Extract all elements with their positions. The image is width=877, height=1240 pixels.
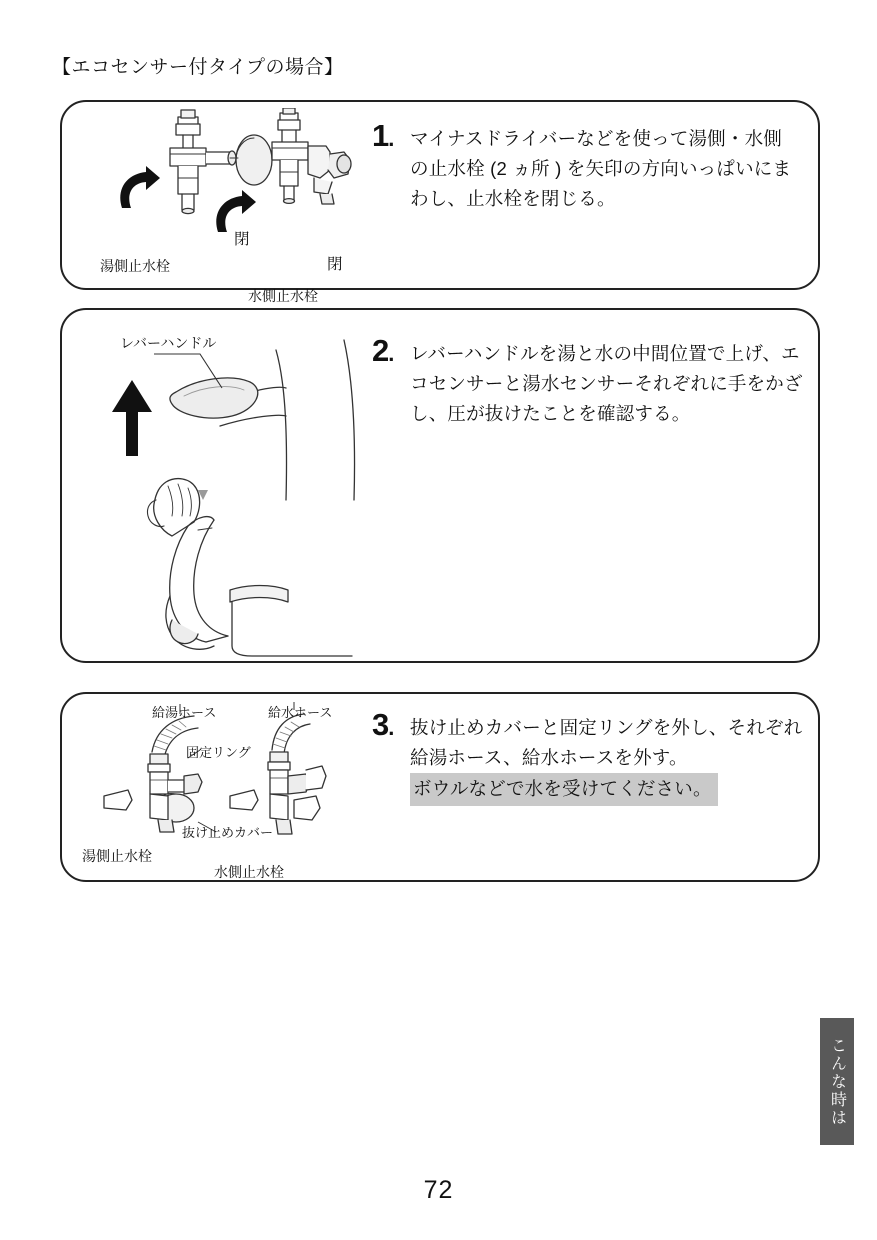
close-label-hot: 閉 — [234, 231, 250, 248]
step-2-text: レバーハンドルを湯と水の中間位置で上げ、エコセンサーと湯水センサーそれぞれに手をかざし、圧が抜けたことを確認する。 — [410, 343, 803, 424]
step-3-box — [60, 692, 820, 882]
hot-side-stopcock-label: 湯側止水栓 — [100, 258, 170, 274]
step-1-box — [60, 100, 820, 304]
step-3-number: 3. — [372, 707, 394, 742]
step-1-text: マイナスドライバーなどを使って湯側・水側の止水栓 (2 ヵ所 ) を矢印の方向いっぱいにまわし、止水栓を閉じる。 — [410, 128, 792, 209]
side-tab-konna-toki-wa: こんな時は — [820, 1018, 854, 1145]
cold-side-stopcock-label-3: 水側止水栓 — [214, 864, 284, 880]
step-2-box — [60, 308, 820, 663]
fixing-ring-label: 固定リング — [186, 745, 251, 760]
lift-arrow — [112, 380, 152, 456]
lever-handle-label: レバーハンドル — [120, 335, 217, 351]
step-2-sensor-illustration — [102, 470, 382, 660]
retaining-cover-label: 抜け止めカバー — [182, 825, 274, 840]
hot-side-stopcock-label-3: 湯側止水栓 — [82, 848, 152, 864]
page-number: 72 — [423, 1176, 454, 1204]
step-2-number: 2. — [372, 333, 394, 368]
hot-water-hose-label: 給湯ホース — [152, 705, 217, 720]
rotation-arrow-hot — [120, 166, 160, 208]
close-label-cold: 閉 — [327, 256, 343, 273]
step-3-body: 抜け止めカバーと固定リングを外し、それぞれ給湯ホース、給水ホースを外す。 — [410, 717, 803, 768]
cold-water-hose-label: 給水ホース — [268, 705, 333, 720]
step-1-number: 1. — [372, 118, 394, 153]
cold-side-stopcock-label: 水側止水栓 — [248, 288, 318, 304]
step-3-text — [410, 713, 815, 806]
step-3-note: ボウルなどで水を受けてください。 — [410, 773, 718, 806]
page-heading: 【エコセンサー付タイプの場合】 — [52, 57, 344, 78]
rotation-arrow-cold — [216, 190, 256, 232]
